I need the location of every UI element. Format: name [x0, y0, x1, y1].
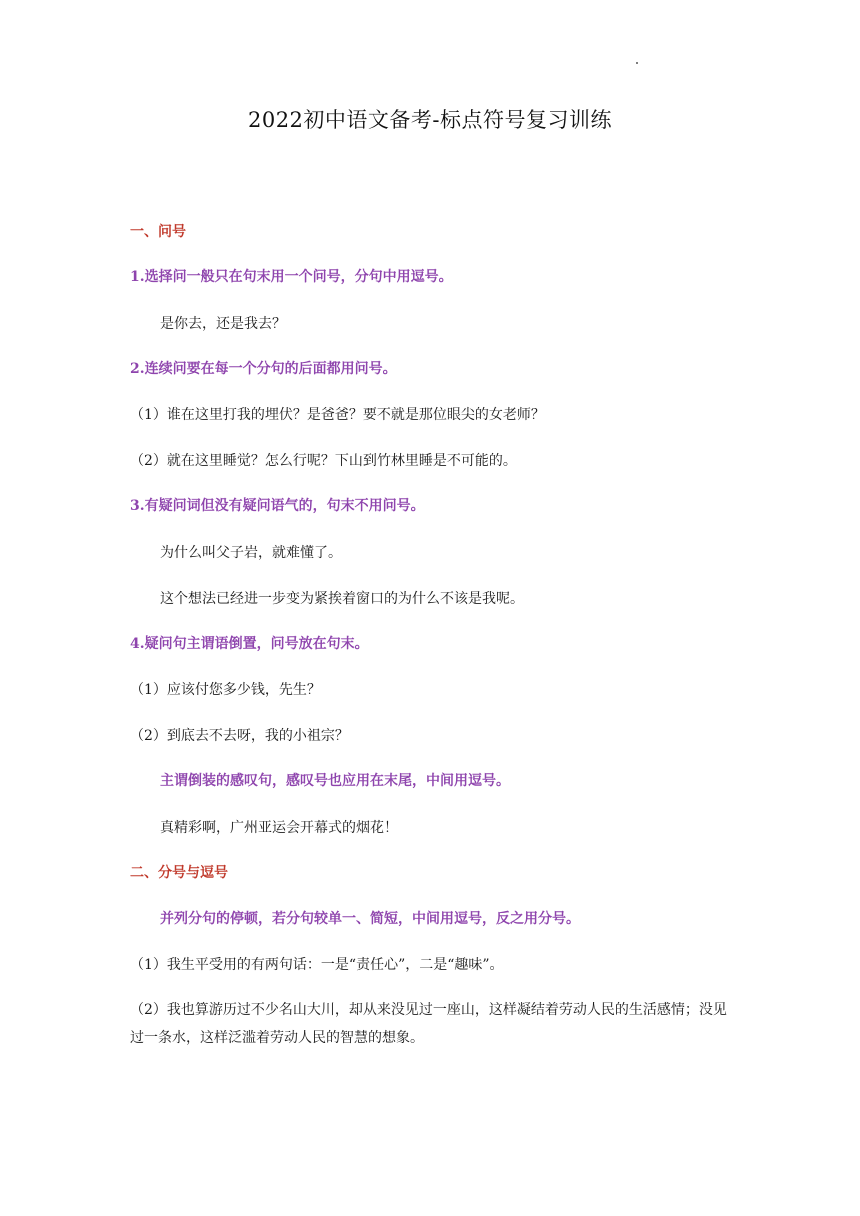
example-line: 为什么叫父子岩，就难懂了。 — [160, 545, 342, 561]
numbered-example: （1）谁在这里打我的埋伏？是爸爸？要不就是那位眼尖的女老师？ — [130, 407, 545, 423]
page-mark — [636, 62, 638, 64]
example-line: 是你去，还是我去？ — [160, 316, 286, 332]
section-heading-semicolon-comma: 二、分号与逗号 — [130, 865, 228, 881]
numbered-example: （1）我生平受用的有两句话：一是“责任心”，二是“趣味”。 — [130, 957, 504, 973]
numbered-example-wrapped: （2）我也算游历过不少名山大川，却从来没见过一座山，这样凝结着劳动人民的生活感情；没见过一条水，这样泛滥着劳动人民的智慧的想象。 — [130, 1002, 727, 1046]
example-line: 真精彩啊，广州亚运会开幕式的烟花！ — [160, 820, 398, 836]
rule-2: 2.连续问要在每一个分句的后面都用问号。 — [130, 361, 397, 377]
numbered-example: （2）就在这里睡觉？怎么行呢？下山到竹林里睡是不可能的。 — [130, 453, 517, 469]
rule-1: 1.选择问一般只在句末用一个问号，分句中用逗号。 — [130, 269, 453, 285]
numbered-example: （1）应该付您多少钱，先生？ — [130, 682, 321, 698]
rule-3: 3.有疑问词但没有疑问语气的，句末不用问号。 — [130, 498, 425, 514]
rule-4: 4.疑问句主谓语倒置，问号放在句末。 — [130, 636, 369, 652]
document-title: 2022初中语文备考-标点符号复习训练 — [247, 108, 613, 132]
rule-exclamation: 主谓倒装的感叹句，感叹号也应用在末尾，中间用逗号。 — [160, 773, 510, 789]
example-line: 这个想法已经进一步变为紧挨着窗口的为什么不该是我呢。 — [160, 591, 524, 607]
section-heading-question-mark: 一、问号 — [130, 224, 186, 240]
numbered-example: （2）到底去不去呀，我的小祖宗？ — [130, 728, 349, 744]
rule-parallel-clauses: 并列分句的停顿，若分句较单一、简短，中间用逗号，反之用分号。 — [160, 911, 580, 927]
